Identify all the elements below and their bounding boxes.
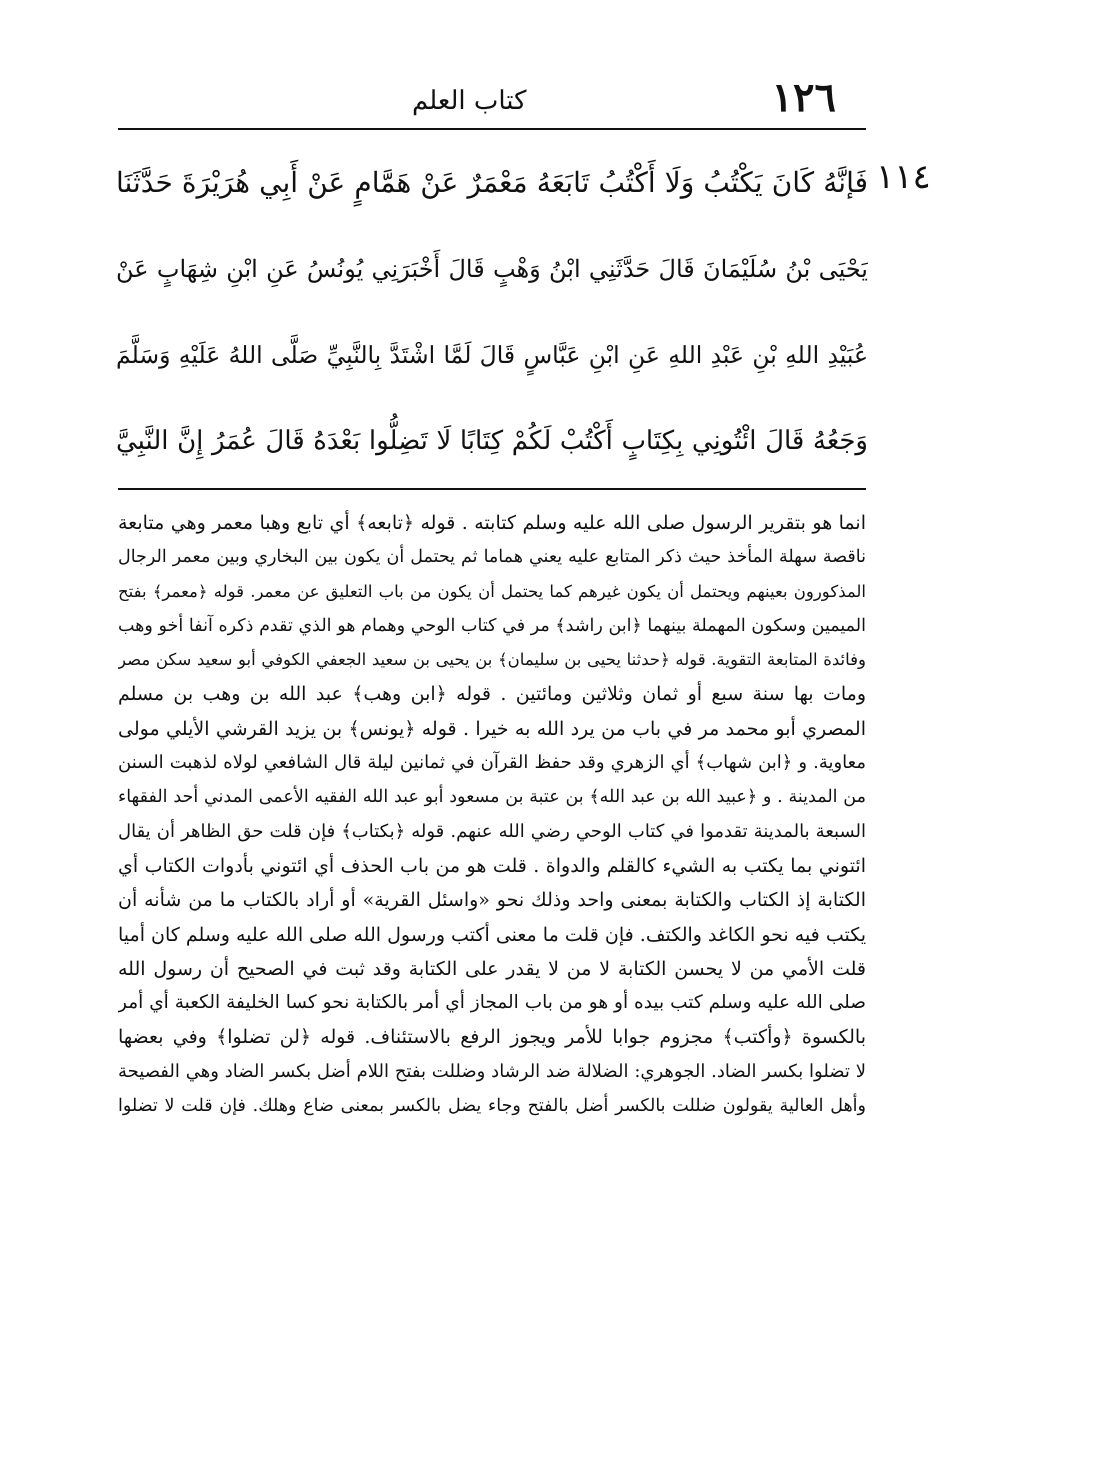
hadith-line: فَإنَّهُ كَانَ يَكْتُبُ وَلَا أَكْتُبُ تَابَعَهُ مَعْمَرٌ عَنْ هَمَّامٍ عَنْ أَبِي هُرَيْرَةَ حَدَّثَنَا [116,166,868,199]
commentary-line: ائتوني بما يكتب به الشيء كالقلم والدواة . قلت هو من باب الحذف أي ائتوني بأدوات الكتاب أي [118,854,866,877]
commentary-line: بالكسوة ﴿وأكتب﴾ مجزوم جوابا للأمر ويجوز الرفع بالاستئناف. قوله ﴿لن تضلوا﴾ وفي بعضها [118,1026,866,1049]
commentary-line: معاوية. و ﴿ابن شهاب﴾ أي الزهري وقد حفظ القرآن في ثمانين ليلة قال الشافعي لولاه لذهبت السنن [118,752,866,774]
commentary-divider [118,488,866,490]
commentary-line: لا تضلوا بكسر الضاد. الجوهري: الضلالة ضد الرشاد وضللت بفتح اللام أضل بكسر الضاد وهي الفصيحة [118,1060,866,1082]
commentary-line: وأهل العالية يقولون ضللت بالكسر أضل بالفتح وجاء يضل بالكسر بمعنى ضاع وهلك. فإن قلت لا تضلوا [118,1096,866,1117]
hadith-number: ١١٤ [876,157,931,197]
commentary-line: المصري أبو محمد مر في باب من يرد الله به خيرا . قوله ﴿يونس﴾ بن يزيد القرشي الأيلي مولى [118,717,866,740]
header-divider [118,128,866,130]
commentary-line: صلى الله عليه وسلم كتب بيده أو هو من باب المجاز أي أمر بالكتابة نحو كسا الخليفة الكعبة أي أمر [118,992,866,1014]
hadith-line: يَحْيَى بْنُ سُلَيْمَانَ قَالَ حَدَّثَنِي ابْنُ وَهْبٍ قَالَ أَخْبَرَنِي يُونُسُ عَنِ ابْنِ شِهَابٍ عَنْ [116,255,868,283]
commentary-line: ناقصة سهلة المأخذ حيث ذكر المتابع عليه يعني هماما ثم يحتمل أن يكون بين البخاري وبين معمر الرجال [118,547,866,568]
hadith-text [116,140,868,484]
commentary-line: المذكورون بعينهم ويحتمل أن يكون غيرهم كما يحتمل أن يكون من باب التعليق عن معمر. قوله ﴿معمر﴾ بفتح [118,581,866,601]
commentary-line: من المدينة . و ﴿عبيد الله بن عبد الله﴾ بن عتبة بن مسعود أبو عبد الله الفقيه الأعمى المدني أحد الفقهاء [118,787,866,808]
page-number: ١٢٦ [771,74,836,121]
running-header-title: كتاب العلم [412,86,527,116]
commentary-line: قلت الأمي من لا يحسن الكتابة لا من لا يقدر على الكتابة وقد ثبت في الصحيح أن رسول الله [118,957,866,980]
commentary-line: السبعة بالمدينة تقدموا في كتاب الوحي رضي الله عنهم. قوله ﴿بكتاب﴾ فإن قلت حق الظاهر أن يقال [118,820,866,842]
commentary-text [118,506,866,1123]
commentary-line: وفائدة المتابعة التقوية. قوله ﴿حدثنا يحيى بن سليمان﴾ بن يحيى بن سعيد الجعفي الكوفي أبو سعيد سكن مصر [118,650,866,670]
commentary-line: الميمين وسكون المهملة بينهما ﴿ابن راشد﴾ مر في كتاب الوحي وهمام هو الذي تقدم ذكره آنفا أخو وهب [118,615,866,636]
commentary-line: الكتابة إذ الكتاب والكتابة بمعنى واحد وذلك نحو «واسئل القرية» أو أراد بالكتاب ما من شأنه أن [118,889,866,912]
commentary-line: ومات بها سنة سبع أو ثمان وثلاثين ومائتين . قوله ﴿ابن وهب﴾ عبد الله بن وهب بن مسلم [118,683,866,706]
hadith-line: وَجَعُهُ قَالَ ائْتُونِي بِكِتَابٍ أَكْتُبْ لَكُمْ كِتَابًا لَا تَضِلُّوا بَعْدَهُ قَالَ عُمَرُ إِنَّ النَّبِيَّ [116,426,868,456]
commentary-line: انما هو بتقرير الرسول صلى الله عليه وسلم كتابته . قوله ﴿تابعه﴾ أي تابع وهبا معمر وهي متابعة [118,512,866,534]
commentary-line: يكتب فيه نحو الكاغد والكتف. فإن قلت ما معنى أكتب ورسول الله صلى الله عليه وسلم كان أميا [118,923,866,946]
hadith-line: عُبَيْدِ اللهِ بْنِ عَبْدِ اللهِ عَنِ ابْنِ عَبَّاسٍ قَالَ لَمَّا اشْتَدَّ بِالنَّبِيِّ صَلَّى اللهُ عَلَيْهِ وَسَلَّمَ [116,341,868,369]
